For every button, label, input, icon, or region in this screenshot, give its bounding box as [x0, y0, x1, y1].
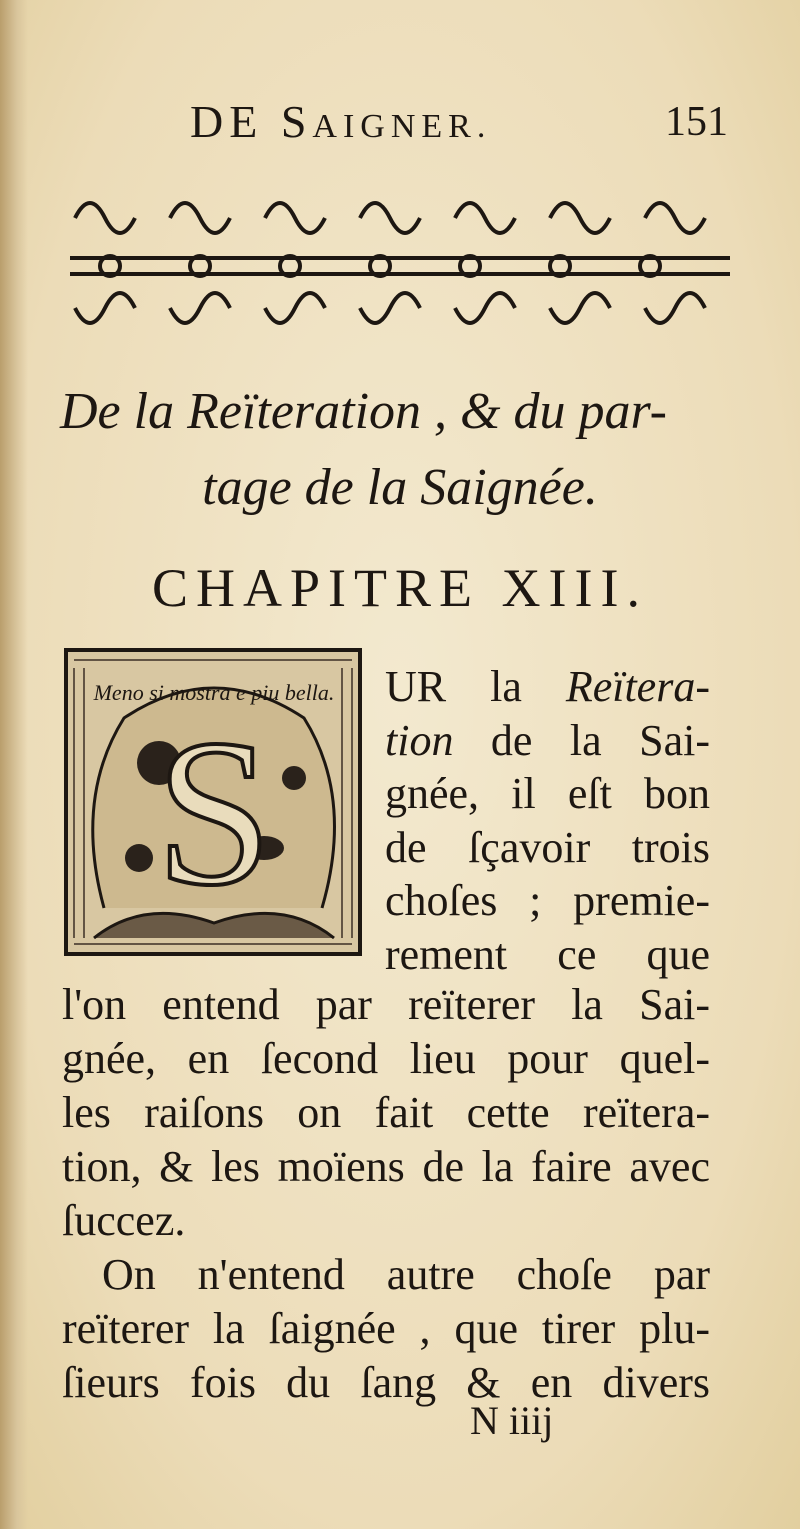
- text-segment: Reïtera-: [565, 662, 710, 711]
- text-line: tion, & les moïens de la faire avec: [62, 1142, 710, 1191]
- text-line: ſuccez.: [62, 1196, 186, 1245]
- text-line: ſieurs fois du ſang & en divers: [62, 1358, 710, 1407]
- page-number: 151: [665, 99, 728, 145]
- text-line: reïterer la ſaignée , que tirer plu-: [62, 1304, 710, 1353]
- text-line: [385, 928, 710, 982]
- text-line: [385, 874, 710, 928]
- text-segment: de ſçavoir trois: [385, 822, 710, 872]
- paragraph-1-beside-initial: [385, 660, 710, 981]
- text-segment: rement ce que: [385, 929, 710, 979]
- text-line: l'on entend par reïterer la Sai-: [62, 980, 710, 1029]
- signature-mark: N iiij: [470, 1398, 554, 1443]
- running-head-rest: AIGNER.: [312, 108, 492, 145]
- ornament-row-top: [75, 203, 705, 233]
- text-line: [385, 767, 710, 821]
- initial-letter: S: [155, 697, 273, 929]
- initial-motto: Meno si mostra e piu bella.: [93, 680, 335, 705]
- decorated-initial: [64, 648, 362, 956]
- ornament-row-middle: [70, 256, 730, 276]
- running-head: [190, 92, 491, 157]
- text-line: [385, 821, 710, 875]
- section-title-line-1: De la Reïteration , & du par-: [60, 383, 667, 440]
- text-line: On n'entend autre choſe par: [102, 1250, 710, 1299]
- section-title: [60, 374, 740, 526]
- chapter-heading: CHAPITRE XIII.: [152, 558, 648, 618]
- text-segment: tion: [385, 715, 454, 765]
- text-line: [385, 714, 710, 768]
- ornament-row-bottom: [75, 293, 705, 323]
- text-line: les raiſons on fait cette reïtera-: [62, 1088, 710, 1137]
- page-gutter-shadow: [0, 0, 28, 1529]
- main-text: [62, 978, 710, 1410]
- text-segment: UR la: [385, 662, 566, 711]
- running-header: [0, 92, 800, 152]
- text-line: gnée, en ſecond lieu pour quel-: [62, 1034, 710, 1083]
- text-segment: gnée, il eſt bon: [385, 769, 710, 818]
- paragraph-1-continued: [62, 978, 710, 1248]
- text-segment: choſes ; premie-: [385, 876, 710, 925]
- headpiece-ornament: [70, 178, 730, 338]
- paragraph-2: [62, 1248, 710, 1410]
- running-head-initial: DE S: [190, 96, 313, 147]
- text-line: [385, 660, 710, 714]
- section-title-line-2: tage de la Saignée.: [202, 459, 598, 516]
- text-segment: de la Sai-: [453, 715, 710, 765]
